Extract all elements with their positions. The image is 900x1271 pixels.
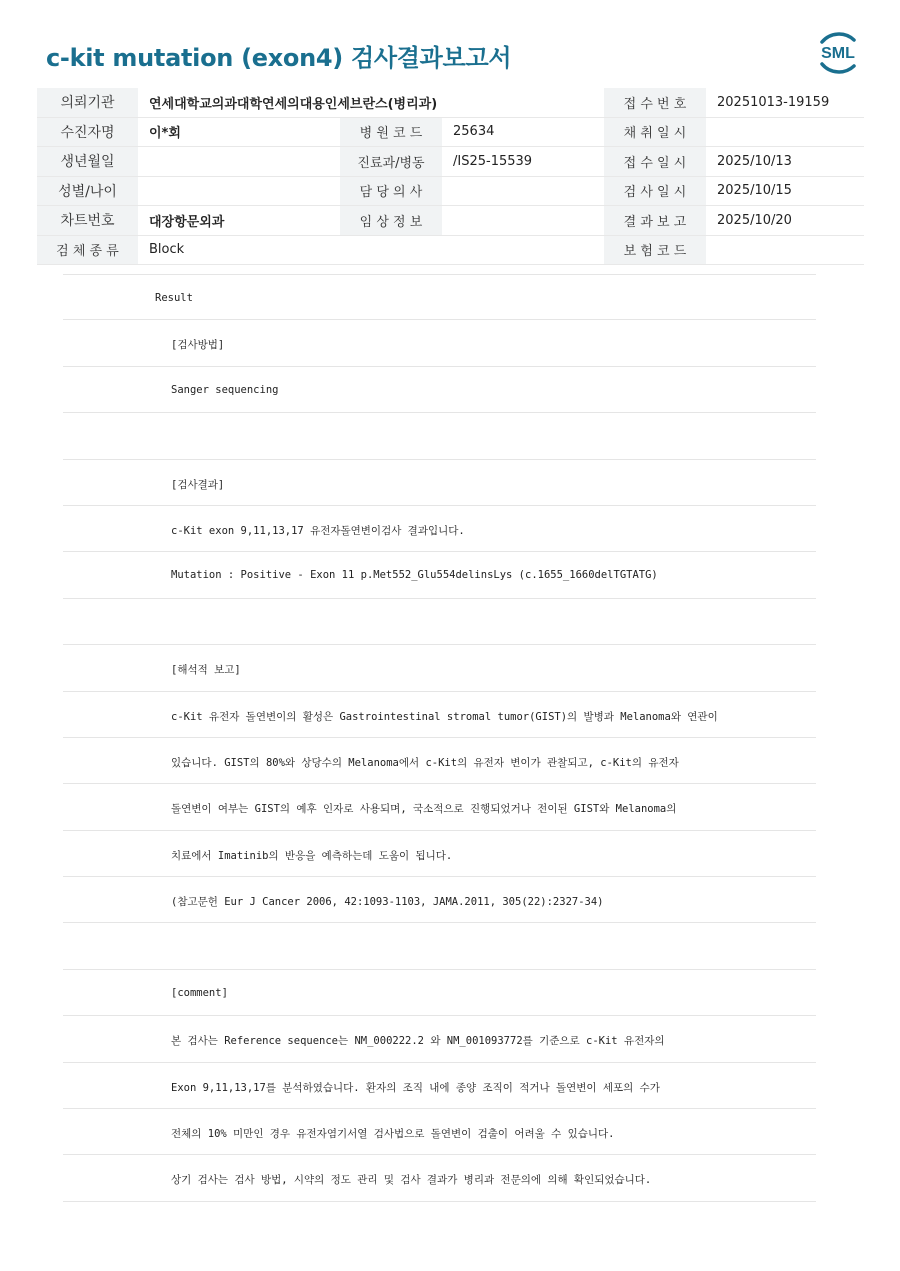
- info-label: 차트번호: [37, 206, 138, 236]
- info-label: 검 체 종 류: [37, 235, 138, 265]
- info-row: [37, 176, 864, 206]
- section-heading-interpretation: [해석적 보고]: [171, 664, 241, 677]
- info-value: [706, 117, 864, 147]
- report-title: c-kit mutation (exon4) 검사결과보고서: [46, 44, 512, 72]
- result-text: 치료에서 Imatinib의 반응을 예측하는데 도움이 됩니다.: [171, 849, 453, 862]
- info-value: 대장항문외과: [138, 206, 340, 236]
- info-value: 2025/10/15: [706, 176, 864, 206]
- result-line: [63, 970, 816, 1016]
- info-label: 의뢰기관: [37, 88, 138, 117]
- result-line: [63, 1063, 816, 1109]
- result-line: [63, 320, 816, 366]
- result-line: [63, 784, 816, 830]
- result-line: [63, 877, 816, 923]
- info-value: [138, 176, 340, 206]
- info-label: 임 상 정 보: [340, 206, 442, 236]
- info-value: 2025/10/20: [706, 206, 864, 236]
- section-heading-comment: [comment]: [171, 986, 228, 999]
- reference-text: (참고문헌 Eur J Cancer 2006, 42:1093-1103, JAMA.2011, 305(22):2327-34): [171, 896, 604, 909]
- result-text: 돌연변이 여부는 GIST의 예후 인자로 사용되며, 국소적으로 진행되었거나 전이된 GIST와 Melanoma의: [171, 803, 677, 816]
- patient-info-table: [37, 88, 864, 265]
- info-value: Block: [138, 235, 604, 265]
- result-text: 상기 검사는 검사 방법, 시약의 정도 관리 및 검사 결과가 병리과 전문의에 의해 확인되었습니다.: [171, 1174, 652, 1187]
- result-text: 본 검사는 Reference sequence는 NM_000222.2 와 NM_001093772를 기준으로 c-Kit 유전자의: [171, 1035, 665, 1048]
- result-line: [63, 831, 816, 877]
- result-line: [63, 506, 816, 552]
- result-line: [63, 1155, 816, 1201]
- info-row: [37, 235, 864, 265]
- result-line: [63, 692, 816, 738]
- result-heading: Result: [155, 292, 193, 304]
- result-line: [63, 923, 816, 969]
- info-value: 2025/10/13: [706, 147, 864, 177]
- section-heading-method: [검사방법]: [171, 339, 225, 352]
- info-label: 접 수 번 호: [604, 88, 706, 117]
- info-row: [37, 88, 864, 117]
- info-label: 성별/나이: [37, 176, 138, 206]
- info-label: 진료과/병동: [340, 147, 442, 177]
- info-label: 보 험 코 드: [604, 235, 706, 265]
- result-line: [63, 1109, 816, 1155]
- result-line: [63, 367, 816, 413]
- info-label: 채 취 일 시: [604, 117, 706, 147]
- logo-text: SML: [821, 45, 855, 62]
- result-heading-row: [63, 274, 816, 320]
- info-label: 수진자명: [37, 117, 138, 147]
- result-line: [63, 413, 816, 459]
- result-line: [63, 645, 816, 691]
- sml-logo: [812, 28, 864, 76]
- info-value: 25634: [442, 117, 604, 147]
- result-line: [63, 599, 816, 645]
- info-value: [706, 235, 864, 265]
- info-value: [442, 206, 604, 236]
- info-label: 검 사 일 시: [604, 176, 706, 206]
- info-value: 연세대학교의과대학연세의대용인세브란스(병리과): [138, 88, 604, 117]
- result-line: [63, 552, 816, 598]
- result-text: c-Kit exon 9,11,13,17 유전자돌연변이검사 결과입니다.: [171, 524, 465, 537]
- info-value: /IS25-15539: [442, 147, 604, 177]
- info-label: 생년월일: [37, 147, 138, 177]
- result-text: Exon 9,11,13,17를 분석하였습니다. 환자의 조직 내에 종양 조직이 적거나 돌연변이 세포의 수가: [171, 1081, 660, 1094]
- info-label: 접 수 일 시: [604, 147, 706, 177]
- info-label: 병 원 코 드: [340, 117, 442, 147]
- info-value: 20251013-19159: [706, 88, 864, 117]
- result-line: [63, 460, 816, 506]
- info-value: [138, 147, 340, 177]
- info-row: [37, 147, 864, 177]
- info-label: 담 당 의 사: [340, 176, 442, 206]
- info-label: 결 과 보 고: [604, 206, 706, 236]
- info-value: [442, 176, 604, 206]
- info-row: [37, 206, 864, 236]
- info-value: 이*회: [138, 117, 340, 147]
- result-text: 전체의 10% 미만인 경우 유전자염기서열 검사법으로 돌연변이 검출이 어려울 수 있습니다.: [171, 1128, 615, 1141]
- section-heading-result: [검사결과]: [171, 478, 225, 491]
- result-text: c-Kit 유전자 돌연변이의 활성은 Gastrointestinal stromal tumor(GIST)의 발병과 Melanoma와 연관이: [171, 710, 718, 723]
- info-row: [37, 117, 864, 147]
- result-line: [63, 1016, 816, 1062]
- result-text: 있습니다. GIST의 80%와 상당수의 Melanoma에서 c-Kit의 유전자 변이가 관찰되고, c-Kit의 유전자: [171, 756, 679, 769]
- result-line: [63, 738, 816, 784]
- result-text: Sanger sequencing: [171, 383, 279, 396]
- result-section: [63, 274, 816, 1202]
- mutation-result: Mutation : Positive - Exon 11 p.Met552_Glu554delinsLys (c.1655_1660delTGTATG): [171, 569, 658, 582]
